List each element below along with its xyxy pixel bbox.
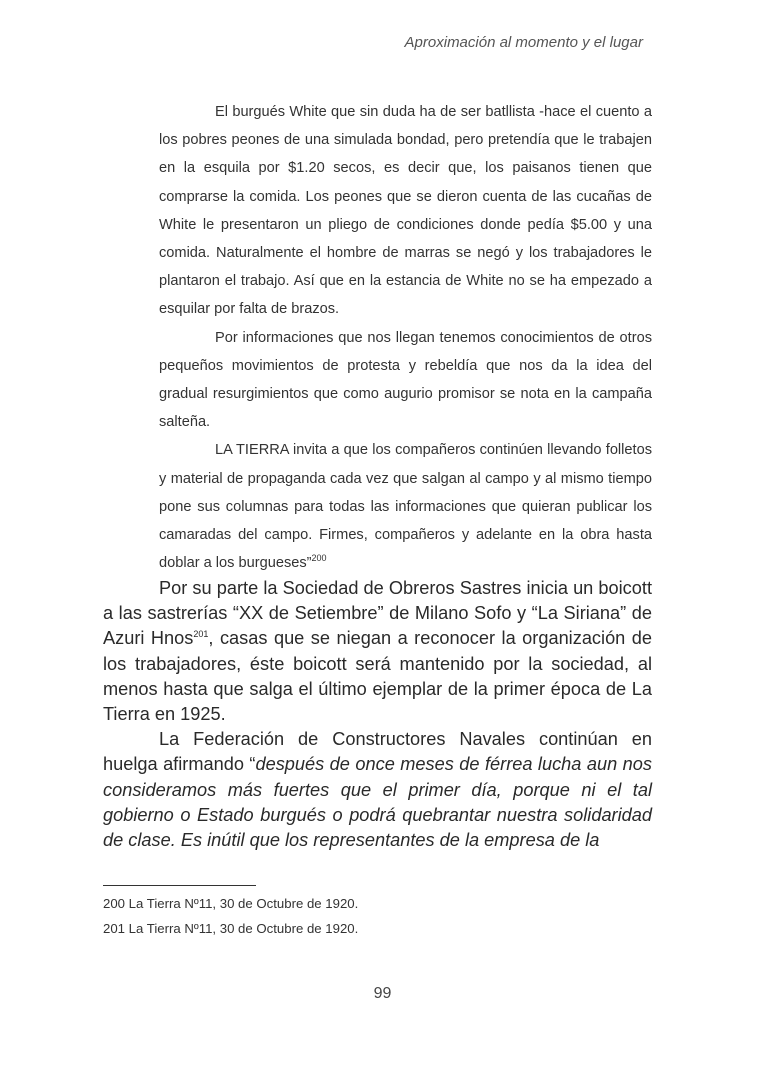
running-header: Aproximación al momento y el lugar — [404, 34, 643, 51]
body-paragraph — [103, 727, 652, 853]
footnote-divider — [103, 885, 256, 886]
body-text — [103, 576, 652, 853]
quote-paragraph: El burgués White que sin duda ha de ser batllista -hace el cuento a los pobres peones de una simulada bondad, pero pretendía que le trabajen en la esquila por $1.20 secos, es decir que, los paisanos tienen que comprarse la comida. Los peones que se dieron cuenta de las cucañas de White le presentaron un pliego de condiciones donde pedía $5.00 y una comida. Naturalmente el hombre de marras se negó y los trabajadores le plantaron el trabajo. Así que en la estancia de White no se ha empezado a esquilar por falta de brazos. — [159, 104, 652, 318]
block-quote — [159, 98, 652, 577]
footnote-ref-200[interactable]: 200 — [311, 553, 327, 564]
quote-paragraph-text: LA TIERRA invita a que los compañeros continúen llevando folletos y material de propaganda cada vez que salgan al campo y al mismo tiempo pone sus columnas para todas las informaciones que quieran publicar los camaradas del campo. Firmes, compañeros y adelante en la obra hasta doblar a los burgueses” — [159, 442, 652, 572]
body-text-run: La Federación de Constructores Navales continúan en huelga afirmando “ — [103, 729, 652, 775]
footnotes — [103, 891, 652, 941]
quote-paragraph — [159, 436, 652, 577]
footnote-200: 200 La Tierra Nº11, 30 de Octubre de 1920. — [103, 896, 359, 911]
footnote-ref-201[interactable]: 201 — [193, 629, 209, 640]
footnote-201: 201 La Tierra Nº11, 30 de Octubre de 1920. — [103, 921, 359, 936]
newspaper-title: La Tierra — [103, 678, 652, 725]
body-text-run: , casas que se niegan a reconocer la organización de los trabajadores, éste boicott será mantenido por la sociedad, al menos hasta que salga el último ejemplar de la primer época de — [103, 628, 653, 699]
body-text-run: Por su parte la Sociedad de Obreros Sastres inicia un boicott a las sastrerías “XX de Setiembre” de Milano Sofo y “La Siriana” de Azuri Hnos — [103, 578, 652, 649]
body-paragraph — [103, 576, 652, 727]
body-text-run: en 1925. — [149, 704, 226, 725]
page-number: 99 — [373, 985, 392, 1002]
quoted-italic-text: después de once meses de férrea lucha aun nos consideramos más fuertes que el primer día, porque ni el tal gobierno o Estado burgués o podrá quebrantar nuestra solidaridad de clase. Es inútil que los representantes de la empresa de la — [103, 754, 652, 851]
quote-paragraph: Por informaciones que nos llegan tenemos conocimientos de otros pequeños movimientos de protesta y rebeldía que nos da la idea del gradual resurgimientos que como augurio promisor se nota en la campaña salteña. — [159, 329, 652, 431]
